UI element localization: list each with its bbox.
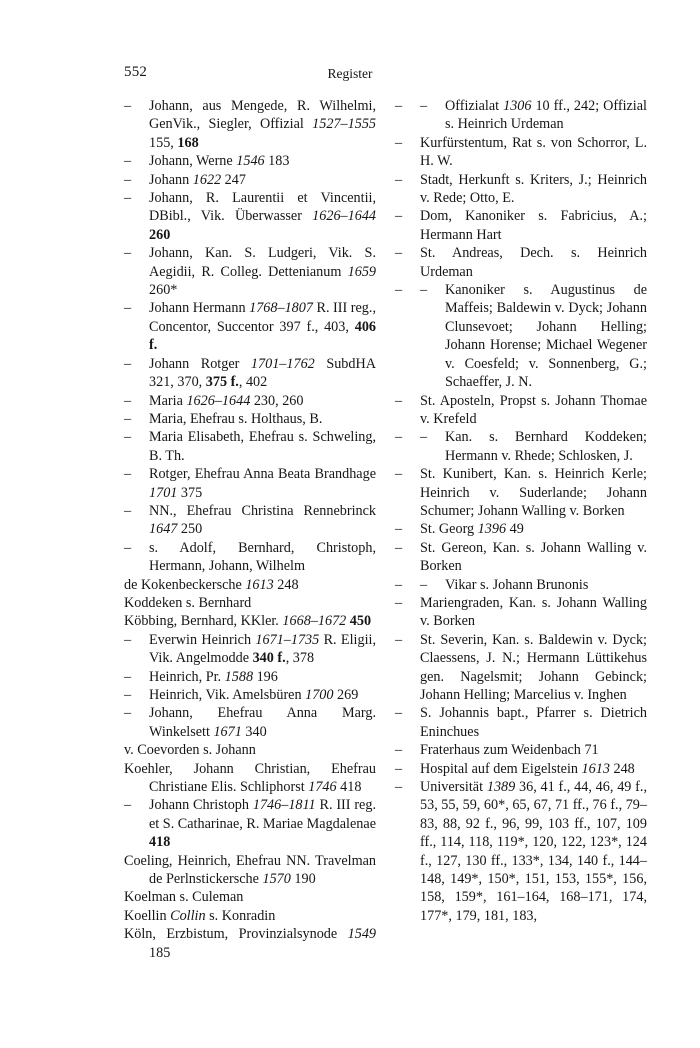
entry-dash: – (124, 98, 132, 114)
entry-dash: – (124, 190, 132, 207)
index-entry (124, 741, 376, 759)
entry-dash: – (395, 705, 403, 722)
entry-text: Köln, Erzbistum, Provinzialsynode 1549 185 (124, 926, 376, 961)
entry-text: St. Aposteln, Propst s. Johann Thomae v. Krefeld (420, 392, 647, 427)
entry-dash: – (124, 392, 132, 409)
entry-text: Mariengraden, Kan. s. Johann Walling v. Borken (420, 594, 647, 630)
index-entry (124, 796, 376, 851)
entry-text: Johann, Ehefrau Anna Marg. Winkelsett 1671 340 (149, 705, 376, 740)
index-entry (124, 244, 376, 299)
entry-dash: – (395, 171, 403, 188)
index-entry (124, 97, 376, 152)
entry-dash: – (395, 631, 403, 648)
entry-text: Kan. s. Bernhard Koddeken; Hermann v. Rhede; Schlosken, J. (445, 429, 647, 464)
entry-text: Johann, Kan. S. Ludgeri, Vik. S. Aegidii, R. Colleg. Dettenianum 1659 260* (149, 245, 376, 299)
entry-text: Koddeken s. Bernhard (124, 594, 252, 611)
page-number: 552 (124, 64, 148, 80)
index-entry (124, 171, 376, 189)
entry-dash: – (395, 594, 403, 611)
entry-text: Kanoniker s. Augustinus de Maffeis; Baldewin v. Dyck; Johann Clunsevoet; Johann Helling; Johann Horense; Michael Wegener v. Coesfeld; v. Sonnenberg, G.; Schaeffer, J. N. (445, 282, 647, 391)
entry-text: Kurfürstentum, Rat s. von Schorror, L. H. W. (420, 134, 647, 170)
index-entry (395, 97, 647, 134)
entry-dash: – (395, 521, 403, 538)
entry-dash: – (395, 208, 403, 225)
running-head: Register (327, 66, 373, 81)
entry-text: Coeling, Heinrich, Ehefrau NN. Travelman de Perlnstickersche 1570 190 (124, 852, 376, 888)
index-entry (395, 631, 647, 705)
entry-dash: – (395, 539, 403, 556)
entry-dash: – (395, 98, 403, 114)
index-entry (124, 686, 376, 704)
entry-text: St. Kunibert, Kan. s. Heinrich Kerle; Heinrich v. Suderlande; Johann Schumer; Johann Walling v. Borken (420, 466, 647, 519)
entry-dash: – (395, 282, 403, 299)
entry-text: Johann Hermann 1768–1807 R. III reg., Concentor, Succentor 397 f., 403, 406 f. (149, 300, 376, 354)
entry-dash: – (124, 355, 132, 372)
entry-text: Fraterhaus zum Weidenbach 71 (420, 742, 599, 759)
entry-dash: – (124, 410, 132, 427)
index-entry (124, 502, 376, 539)
entry-text: Heinrich, Pr. 1588 196 (149, 668, 278, 685)
entry-dash: – (124, 631, 132, 648)
entry-text: Johann, Werne 1546 183 (149, 153, 290, 170)
entry-dash: – (420, 429, 428, 446)
index-entry (124, 152, 376, 170)
entry-dash: – (124, 466, 132, 483)
index-entry (124, 888, 376, 906)
entry-text: Köbbing, Bernhard, KKler. 1668–1672 450 (124, 613, 372, 630)
entry-text: Heinrich, Vik. Amelsbüren 1700 269 (149, 687, 359, 703)
entry-text: Everwin Heinrich 1671–1735 R. Eligii, Vik. Angelmodde 340 f., 378 (149, 631, 376, 667)
entry-dash: – (395, 742, 403, 759)
entry-text: Maria Elisabeth, Ehefrau s. Schweling, B. Th. (149, 429, 376, 464)
index-column-left (124, 97, 376, 962)
entry-text: NN., Ehefrau Christina Rennebrinck 1647 250 (149, 502, 376, 538)
index-entry (124, 668, 376, 686)
entry-dash: – (420, 576, 428, 593)
index-entry (395, 760, 647, 778)
index-entry (124, 631, 376, 668)
index-entry (124, 392, 376, 410)
index-entry (124, 189, 376, 244)
index-entry (395, 778, 647, 925)
entry-dash: – (395, 466, 403, 483)
index-entry (395, 741, 647, 759)
entry-dash: – (124, 171, 132, 188)
entry-text: Johann, aus Mengede, R. Wilhelmi, GenVik., Siegler, Offizial 1527–1555 155, 168 (149, 98, 376, 151)
entry-text: Johann 1622 247 (149, 171, 246, 188)
index-entry (395, 465, 647, 520)
entry-text: Koehler, Johann Christian, Ehefrau Christiane Elis. Schliphorst 1746 418 (124, 760, 376, 796)
entry-dash: – (395, 429, 403, 446)
entry-dash: – (395, 576, 403, 593)
entry-dash: – (124, 502, 132, 519)
index-entry (124, 355, 376, 392)
index-column-right (395, 97, 647, 925)
entry-text: Koelman s. Culeman (124, 889, 244, 906)
entry-dash: – (124, 300, 132, 317)
entry-text: v. Coevorden s. Johann (124, 742, 256, 759)
index-entry (395, 576, 647, 594)
entry-text: St. Georg 1396 49 (420, 521, 524, 538)
entry-text: St. Severin, Kan. s. Baldewin v. Dyck; Claessens, J. N.; Hermann Lüttikehus gen. Nagelsmit; Johann Gebinck; Johann Helling; Marcelius v. Inghen (420, 631, 647, 703)
entry-dash: – (124, 668, 132, 685)
entry-text: Rotger, Ehefrau Anna Beata Brandhage 1701 375 (149, 466, 376, 501)
index-entry (124, 704, 376, 741)
index-entry (395, 704, 647, 741)
entry-text: Dom, Kanoniker s. Fabricius, A.; Hermann Hart (420, 208, 647, 243)
entry-dash: – (124, 705, 132, 722)
index-entry (124, 299, 376, 354)
entry-text: de Kokenbeckersche 1613 248 (124, 576, 299, 593)
index-entry (124, 612, 376, 630)
entry-text: Johann Christoph 1746–1811 R. III reg. et S. Catharinae, R. Mariae Magdalenae 418 (149, 797, 376, 851)
index-entry (124, 925, 376, 962)
entry-dash: – (124, 429, 132, 446)
entry-text: Johann, R. Laurentii et Vincentii, DBibl., Vik. Überwasser 1626–1644 260 (149, 190, 376, 243)
entry-text: Stadt, Herkunft s. Kriters, J.; Heinrich v. Rede; Otto, E. (420, 171, 647, 207)
index-entry (395, 134, 647, 171)
entry-dash: – (124, 153, 132, 170)
entry-dash: – (124, 797, 132, 814)
entry-text: Vikar s. Johann Brunonis (445, 576, 589, 593)
index-entry (124, 428, 376, 465)
entry-text: Koellin Collin s. Konradin (124, 907, 276, 924)
entry-dash: – (395, 392, 403, 409)
entry-text: Hospital auf dem Eigelstein 1613 248 (420, 760, 635, 777)
entry-dash: – (395, 134, 403, 151)
entry-text: Offizialat 1306 10 ff., 242; Offizial s. Heinrich Urdeman (445, 98, 647, 133)
entry-dash: – (124, 539, 132, 556)
entry-dash: – (420, 98, 428, 114)
index-entry (395, 520, 647, 538)
index-entry (124, 594, 376, 612)
index-entry (395, 594, 647, 631)
entry-text: St. Gereon, Kan. s. Johann Walling v. Borken (420, 539, 647, 575)
index-entry (395, 281, 647, 391)
entry-text: s. Adolf, Bernhard, Christoph, Hermann, Johann, Wilhelm (149, 539, 376, 575)
index-entry (124, 576, 376, 594)
entry-dash: – (395, 245, 403, 262)
index-entry (124, 465, 376, 502)
entry-text: Johann Rotger 1701–1762 SubdHA 321, 370, 375 f., 402 (149, 355, 376, 391)
entry-dash: – (124, 687, 132, 703)
index-entry (395, 207, 647, 244)
entry-text: St. Andreas, Dech. s. Heinrich Urdeman (420, 245, 647, 280)
index-entry (395, 539, 647, 576)
entry-dash: – (395, 760, 403, 777)
index-entry (395, 428, 647, 465)
index-entry (395, 244, 647, 281)
entry-dash: – (420, 282, 428, 299)
index-entry (395, 392, 647, 429)
entry-text: Maria 1626–1644 230, 260 (149, 392, 304, 409)
index-entry (124, 907, 376, 925)
index-entry (124, 760, 376, 797)
entry-dash: – (124, 245, 132, 262)
entry-text: Maria, Ehefrau s. Holthaus, B. (149, 410, 323, 427)
entry-text: Universität 1389 36, 41 f., 44, 46, 49 f., 53, 55, 59, 60*, 65, 67, 71 ff., 76 f., 79–83, 88, 92 f., 96, 99, 103 ff., 107, 109 ff., 114, 118, 119*, 120, 122, 123*, 124 f., 127, 130 ff., 133*, 134, 140 f., 144–148, 149*, 150*, 151, 153, 155*, 156, 158, 159*, 161–164, 168–171, 174, 177*, 179, 181, 183, (420, 779, 647, 924)
index-entry (124, 539, 376, 576)
index-entry (124, 410, 376, 428)
entry-dash: – (395, 779, 403, 796)
index-entry (395, 171, 647, 208)
entry-text: S. Johannis bapt., Pfarrer s. Dietrich Eninchues (420, 705, 647, 740)
index-entry (124, 852, 376, 889)
